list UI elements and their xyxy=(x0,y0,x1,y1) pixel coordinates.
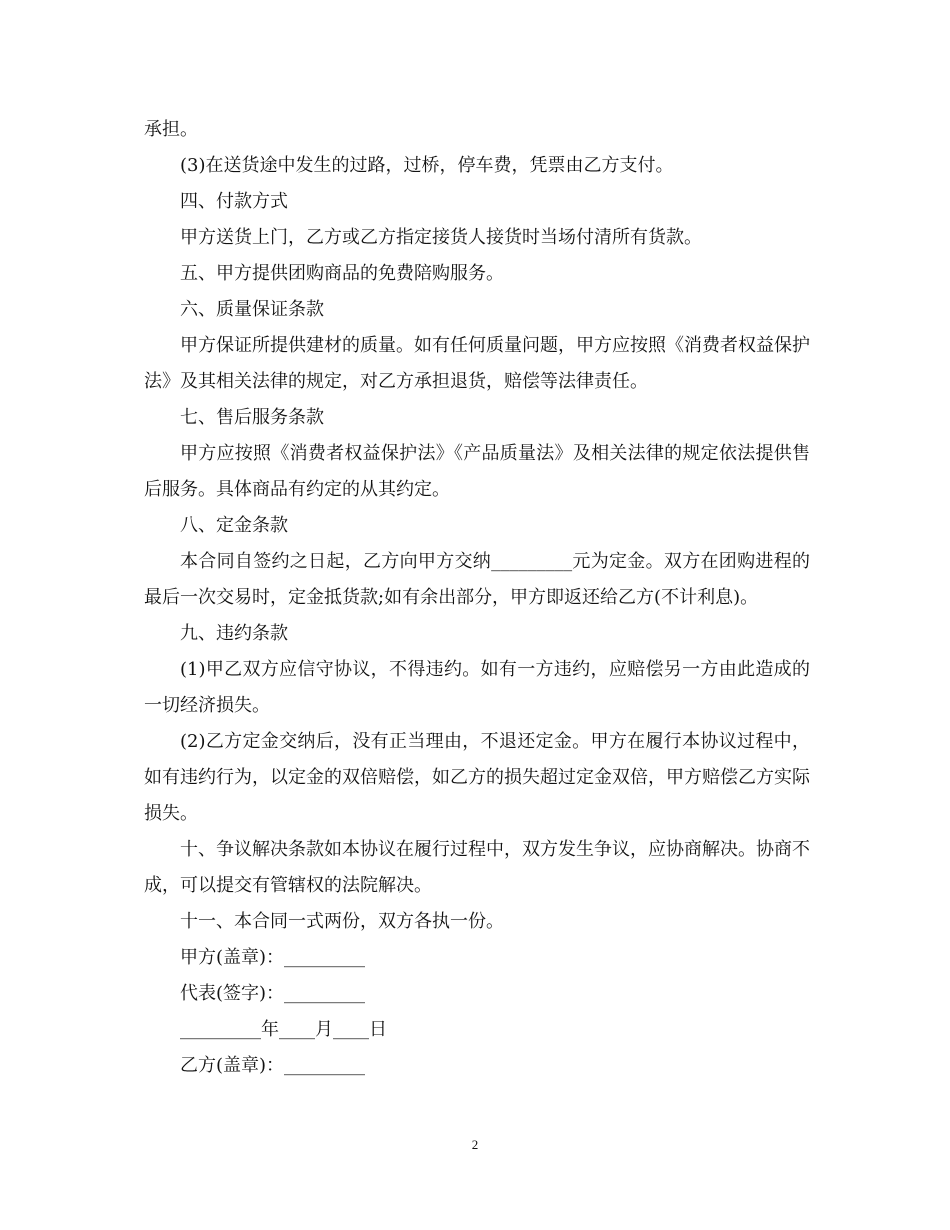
paragraph-breach-2: (2)乙方定金交纳后，没有正当理由，不退还定金。甲方在履行本协议过程中，如有违约行为，以定金的双倍赔偿，如乙方的损失超过定金双倍，甲方赔偿乙方实际损失。 xyxy=(144,731,810,824)
paragraph-deposit: 本合同自签约之日起，乙方向甲方交纳_________元为定金。双方在团购进程的最后一次交易时，定金抵货款;如有余出部分，甲方即返还给乙方(不计利息)。 xyxy=(144,551,810,608)
paragraph-after-sales: 甲方应按照《消费者权益保护法》《产品质量法》及相关法律的规定依法提供售后服务。具体商品有约定的从其约定。 xyxy=(144,443,810,500)
signature-date: _________年____月____日 xyxy=(180,1019,387,1040)
paragraph-quality-guarantee: 甲方保证所提供建材的质量。如有任何质量问题，甲方应按照《消费者权益保护法》及其相关法律的规定，对乙方承担退货，赔偿等法律责任。 xyxy=(144,335,810,392)
paragraph-payment: 甲方送货上门，乙方或乙方指定接货人接货时当场付清所有货款。 xyxy=(180,227,702,248)
signature-representative: 代表(签字)：_________ xyxy=(180,983,366,1004)
paragraph-breach-1: (1)甲乙双方应信守协议，不得违约。如有一方违约，应赔偿另一方由此造成的一切经济损失。 xyxy=(144,659,810,716)
signature-party-a-seal: 甲方(盖章)：_________ xyxy=(180,947,366,968)
heading-breach: 九、违约条款 xyxy=(180,623,288,644)
document-body xyxy=(144,112,810,1084)
paragraph-copies: 十一、本合同一式两份，双方各执一份。 xyxy=(180,911,504,932)
paragraph-dispute-resolution: 十、争议解决条款如本协议在履行过程中，双方发生争议，应协商解决。协商不成，可以提交有管辖权的法院解决。 xyxy=(144,839,810,896)
paragraph-continuation: 承担。 xyxy=(144,119,198,140)
heading-after-sales: 七、售后服务条款 xyxy=(180,407,324,428)
page-number: 2 xyxy=(471,1137,479,1152)
heading-payment-method: 四、付款方式 xyxy=(180,191,288,212)
heading-deposit: 八、定金条款 xyxy=(180,515,288,536)
paragraph-delivery-fees: (3)在送货途中发生的过路，过桥，停车费，凭票由乙方支付。 xyxy=(180,155,674,176)
signature-party-b-seal: 乙方(盖章)：_________ xyxy=(180,1055,366,1076)
heading-free-shopping-service: 五、甲方提供团购商品的免费陪购服务。 xyxy=(180,263,504,284)
heading-quality-guarantee: 六、质量保证条款 xyxy=(180,299,324,320)
